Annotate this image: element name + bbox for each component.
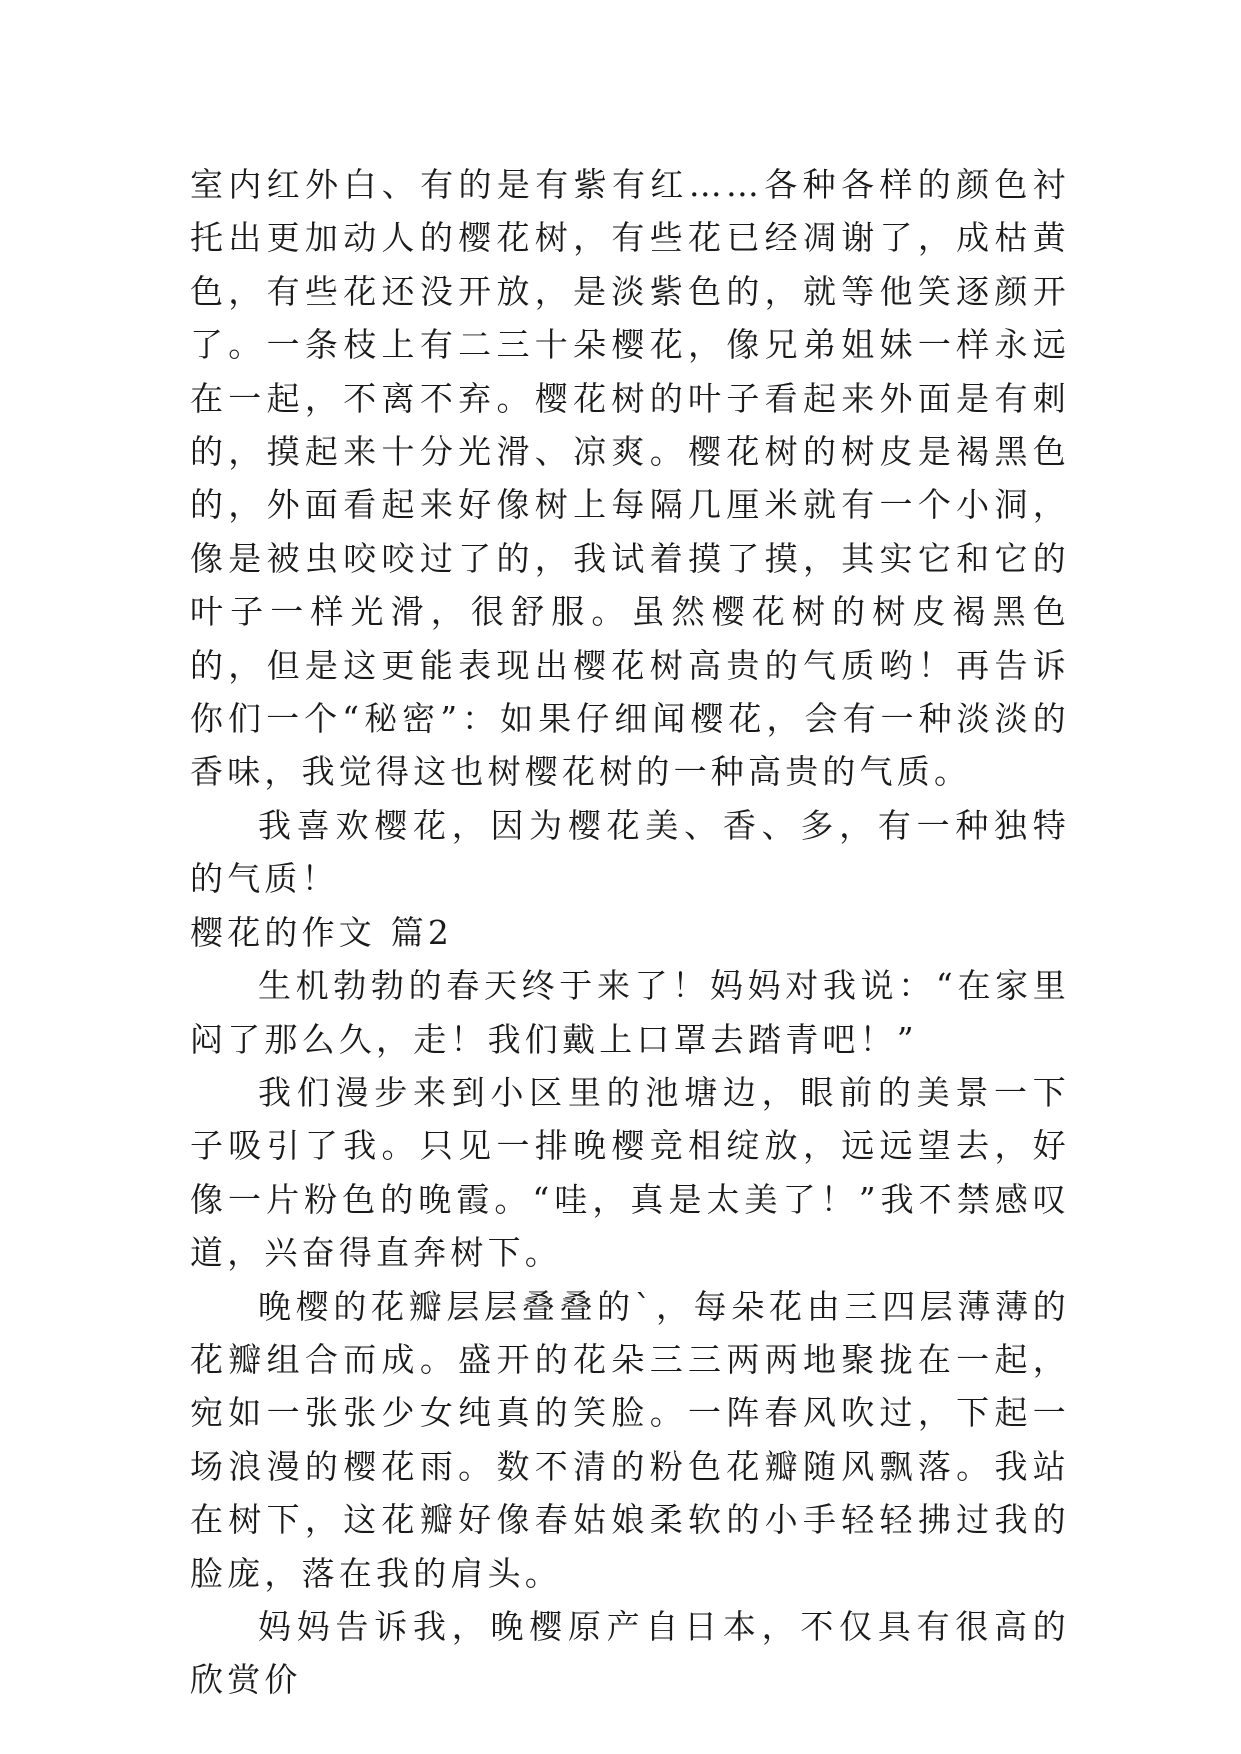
document-body [190,158,1070,1707]
paragraph: 我喜欢樱花，因为樱花美、香、多，有一种独特的气质！ [190,805,1070,899]
paragraph: 晚樱的花瓣层层叠叠的`，每朵花由三四层薄薄的花瓣组合而成。盛开的花朵三三两两地聚拢在一起，宛如一张张少女纯真的笑脸。一阵春风吹过，下起一场浪漫的樱花雨。数不清的粉色花瓣随风飘落。我站在树下，这花瓣好像春姑娘柔软的小手轻轻拂过我的脸庞，落在我的肩头。 [190,1286,1070,1593]
paragraph: 我们漫步来到小区里的池塘边，眼前的美景一下子吸引了我。只见一排晚樱竞相绽放，远远望去，好像一片粉色的晚霞。“哇，真是太美了！”我不禁感叹道，兴奋得直奔树下。 [190,1072,1070,1273]
paragraph: 室内红外白、有的是有紫有红……各种各样的颜色衬托出更加动人的樱花树，有些花已经凋谢了，成枯黄色，有些花还没开放，是淡紫色的，就等他笑逐颜开了。一条枝上有二三十朵樱花，像兄弟姐妹一样永远在一起，不离不弃。樱花树的叶子看起来外面是有刺的，摸起来十分光滑、凉爽。樱花树的树皮是褐黑色的，外面看起来好像树上每隔几厘米就有一个小洞，像是被虫咬咬过了的，我试着摸了摸，其实它和它的叶子一样光滑，很舒服。虽然樱花树的树皮褐黑色的，但是这更能表现出樱花树高贵的气质哟！再告诉你们一个“秘密”：如果仔细闻樱花，会有一种淡淡的香味，我觉得这也树樱花树的一种高贵的气质。 [190,165,1070,792]
paragraph: 妈妈告诉我，晚樱原产自日本，不仅具有很高的欣赏价 [190,1606,1070,1700]
section-title: 樱花的作文 篇2 [190,912,454,952]
paragraph: 生机勃勃的春天终于来了！妈妈对我说：“在家里闷了那么久，走！我们戴上口罩去踏青吧！” [190,966,1070,1059]
